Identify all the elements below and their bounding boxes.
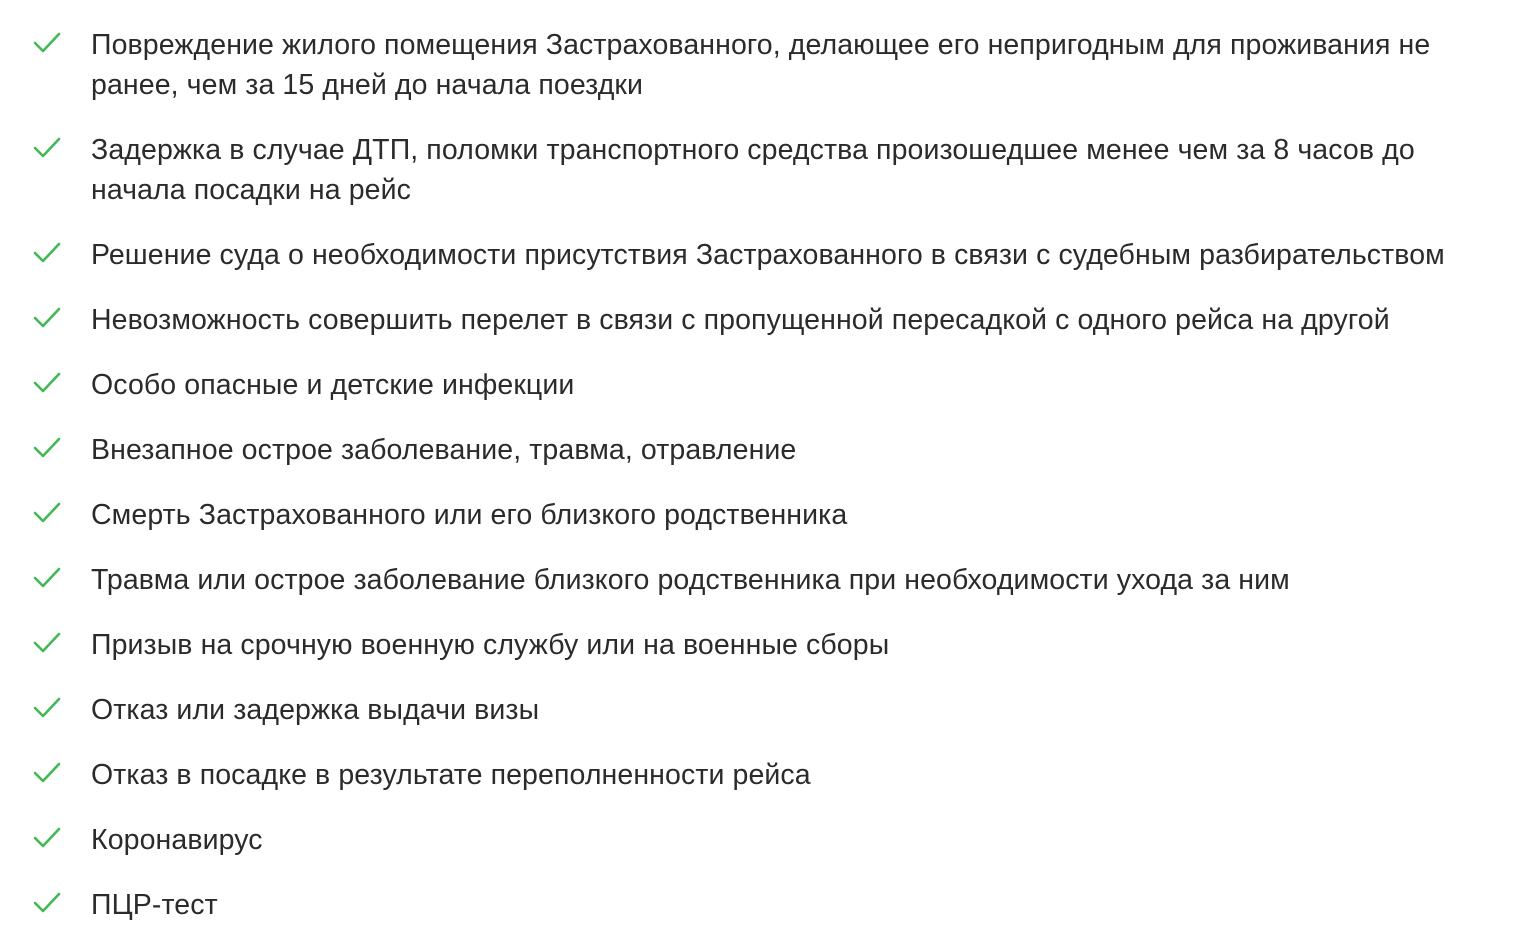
list-item-text: Отказ в посадке в результате переполненности рейса: [91, 759, 811, 791]
list-item-text: Отказ или задержка выдачи визы: [91, 694, 540, 726]
list-item-text: Повреждение жилого помещения Застрахованного, делающее его непригодным для проживания не ранее, чем за 15 дней до начала поездки: [91, 29, 1431, 101]
list-item-text: ПЦР-тест: [91, 889, 218, 921]
check-icon: [32, 696, 62, 720]
check-icon: [32, 826, 62, 850]
check-icon: [32, 306, 62, 330]
list-item-text: Особо опасные и детские инфекции: [91, 369, 575, 401]
list-item-text: Смерть Застрахованного или его близкого родственника: [91, 499, 848, 531]
list-item-text: Призыв на срочную военную службу или на военные сборы: [91, 629, 890, 661]
list-item-text: Коронавирус: [91, 824, 263, 856]
check-icon: [32, 31, 62, 55]
check-icon: [32, 371, 62, 395]
check-icon: [32, 501, 62, 525]
list-item-text: Задержка в случае ДТП, поломки транспортного средства произошедшее менее чем за 8 часов до начала посадки на рейс: [91, 134, 1415, 206]
check-icon: [32, 631, 62, 655]
check-icon: [32, 566, 62, 590]
list-item-text: Травма или острое заболевание близкого родственника при необходимости ухода за ним: [91, 564, 1290, 596]
list-item-text: Невозможность совершить перелет в связи с пропущенной пересадкой с одного рейса на другой: [91, 304, 1390, 336]
check-icon: [32, 891, 62, 915]
list-item-text: Внезапное острое заболевание, травма, отравление: [91, 434, 797, 466]
check-icon: [32, 241, 62, 265]
list-item-text: Решение суда о необходимости присутствия Застрахованного в связи с судебным разбирательством: [91, 239, 1445, 271]
check-icon: [32, 761, 62, 785]
check-icon: [32, 436, 62, 460]
check-icon: [32, 136, 62, 160]
